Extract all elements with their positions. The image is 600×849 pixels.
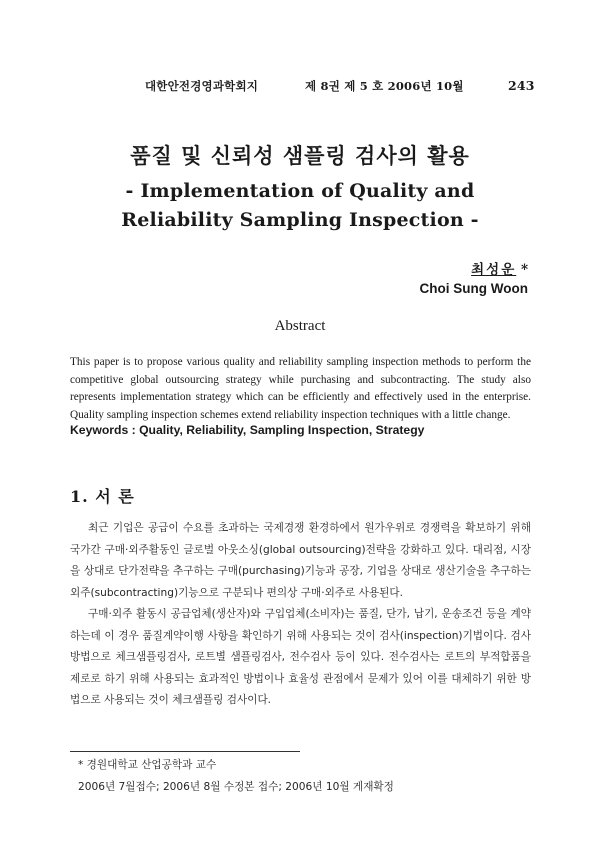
section-title: 1. 서 론 [70, 487, 135, 506]
abstract-body: This paper is to propose various quality and reliability sampling inspection methods to perform the competitive global outsourcing strategy while purchasing and subcontracting. The study also represents implementation strategy which can be efficiently and effectively used in the enterprise. Quality sampling inspection schemes extend reliability inspection techniques with a little change. [70, 356, 531, 421]
title-english-line1: - Implementation of Quality and [125, 180, 475, 202]
title-english-line2: Reliability Sampling Inspection - [121, 209, 479, 231]
author-korean [471, 258, 528, 278]
section-paragraph-1: 최근 기업은 공급이 수요를 초과하는 국제경쟁 환경하에서 원가우위로 경쟁력을 확보하기 위해 국가간 구매·외주활동인 글로벌 아웃소싱(global outsourcing)전략을 강화하고 있다. 대리점, 시장을 상대로 단가전략을 추구하는 구매(purchasing)기능과 공장, 기업을 상대로 생산기술을 추구하는 외주(subcontracting)기능으로 구분되나 편의상 구매·외주로 사용된다. [70, 522, 531, 599]
keywords: Keywords : Quality, Reliability, Sampling Inspection, Strategy [70, 423, 425, 437]
footnote-affiliation: * 경원대학교 산업공학과 교수 [78, 759, 217, 771]
journal-name: 대한안전경영과학회지 [145, 79, 259, 93]
issue-info: 제 8권 제 5 호 2006년 10월 [305, 79, 464, 93]
author-english: Choi Sung Woon [419, 281, 528, 296]
footnote-dates: 2006년 7월접수; 2006년 8월 수정본 접수; 2006년 10월 게재확정 [78, 781, 394, 793]
title-korean: 품질 및 신뢰성 샘플링 검사의 활용 [130, 143, 470, 168]
section-paragraph-2: 구매·외주 활동시 공급업체(생산자)와 구입업체(소비자)는 품질, 단가, 납기, 운송조건 등을 계약하는데 이 경우 품질계약이행 사항을 확인하기 위해 사용되는 것이 검사(inspection)기법이다. 검사방법으로 체크샘플링검사, 로트별 샘플링검사, 전수검사 등이 있다. 전수검사는 로트의 부적합품을 제로로 하기 위해 사용되는 효과적인 방법이나 효율성 관점에서 문제가 있어 이를 대체하기 위한 방법으로 사용되는 것이 체크샘플링 검사이다. [70, 608, 531, 706]
footnote-divider [70, 751, 300, 752]
page-number: 243 [508, 78, 535, 93]
author-korean-name: 최성운 [471, 262, 517, 278]
abstract-heading: Abstract [274, 318, 326, 334]
author-footnote-mark: * [520, 262, 528, 278]
